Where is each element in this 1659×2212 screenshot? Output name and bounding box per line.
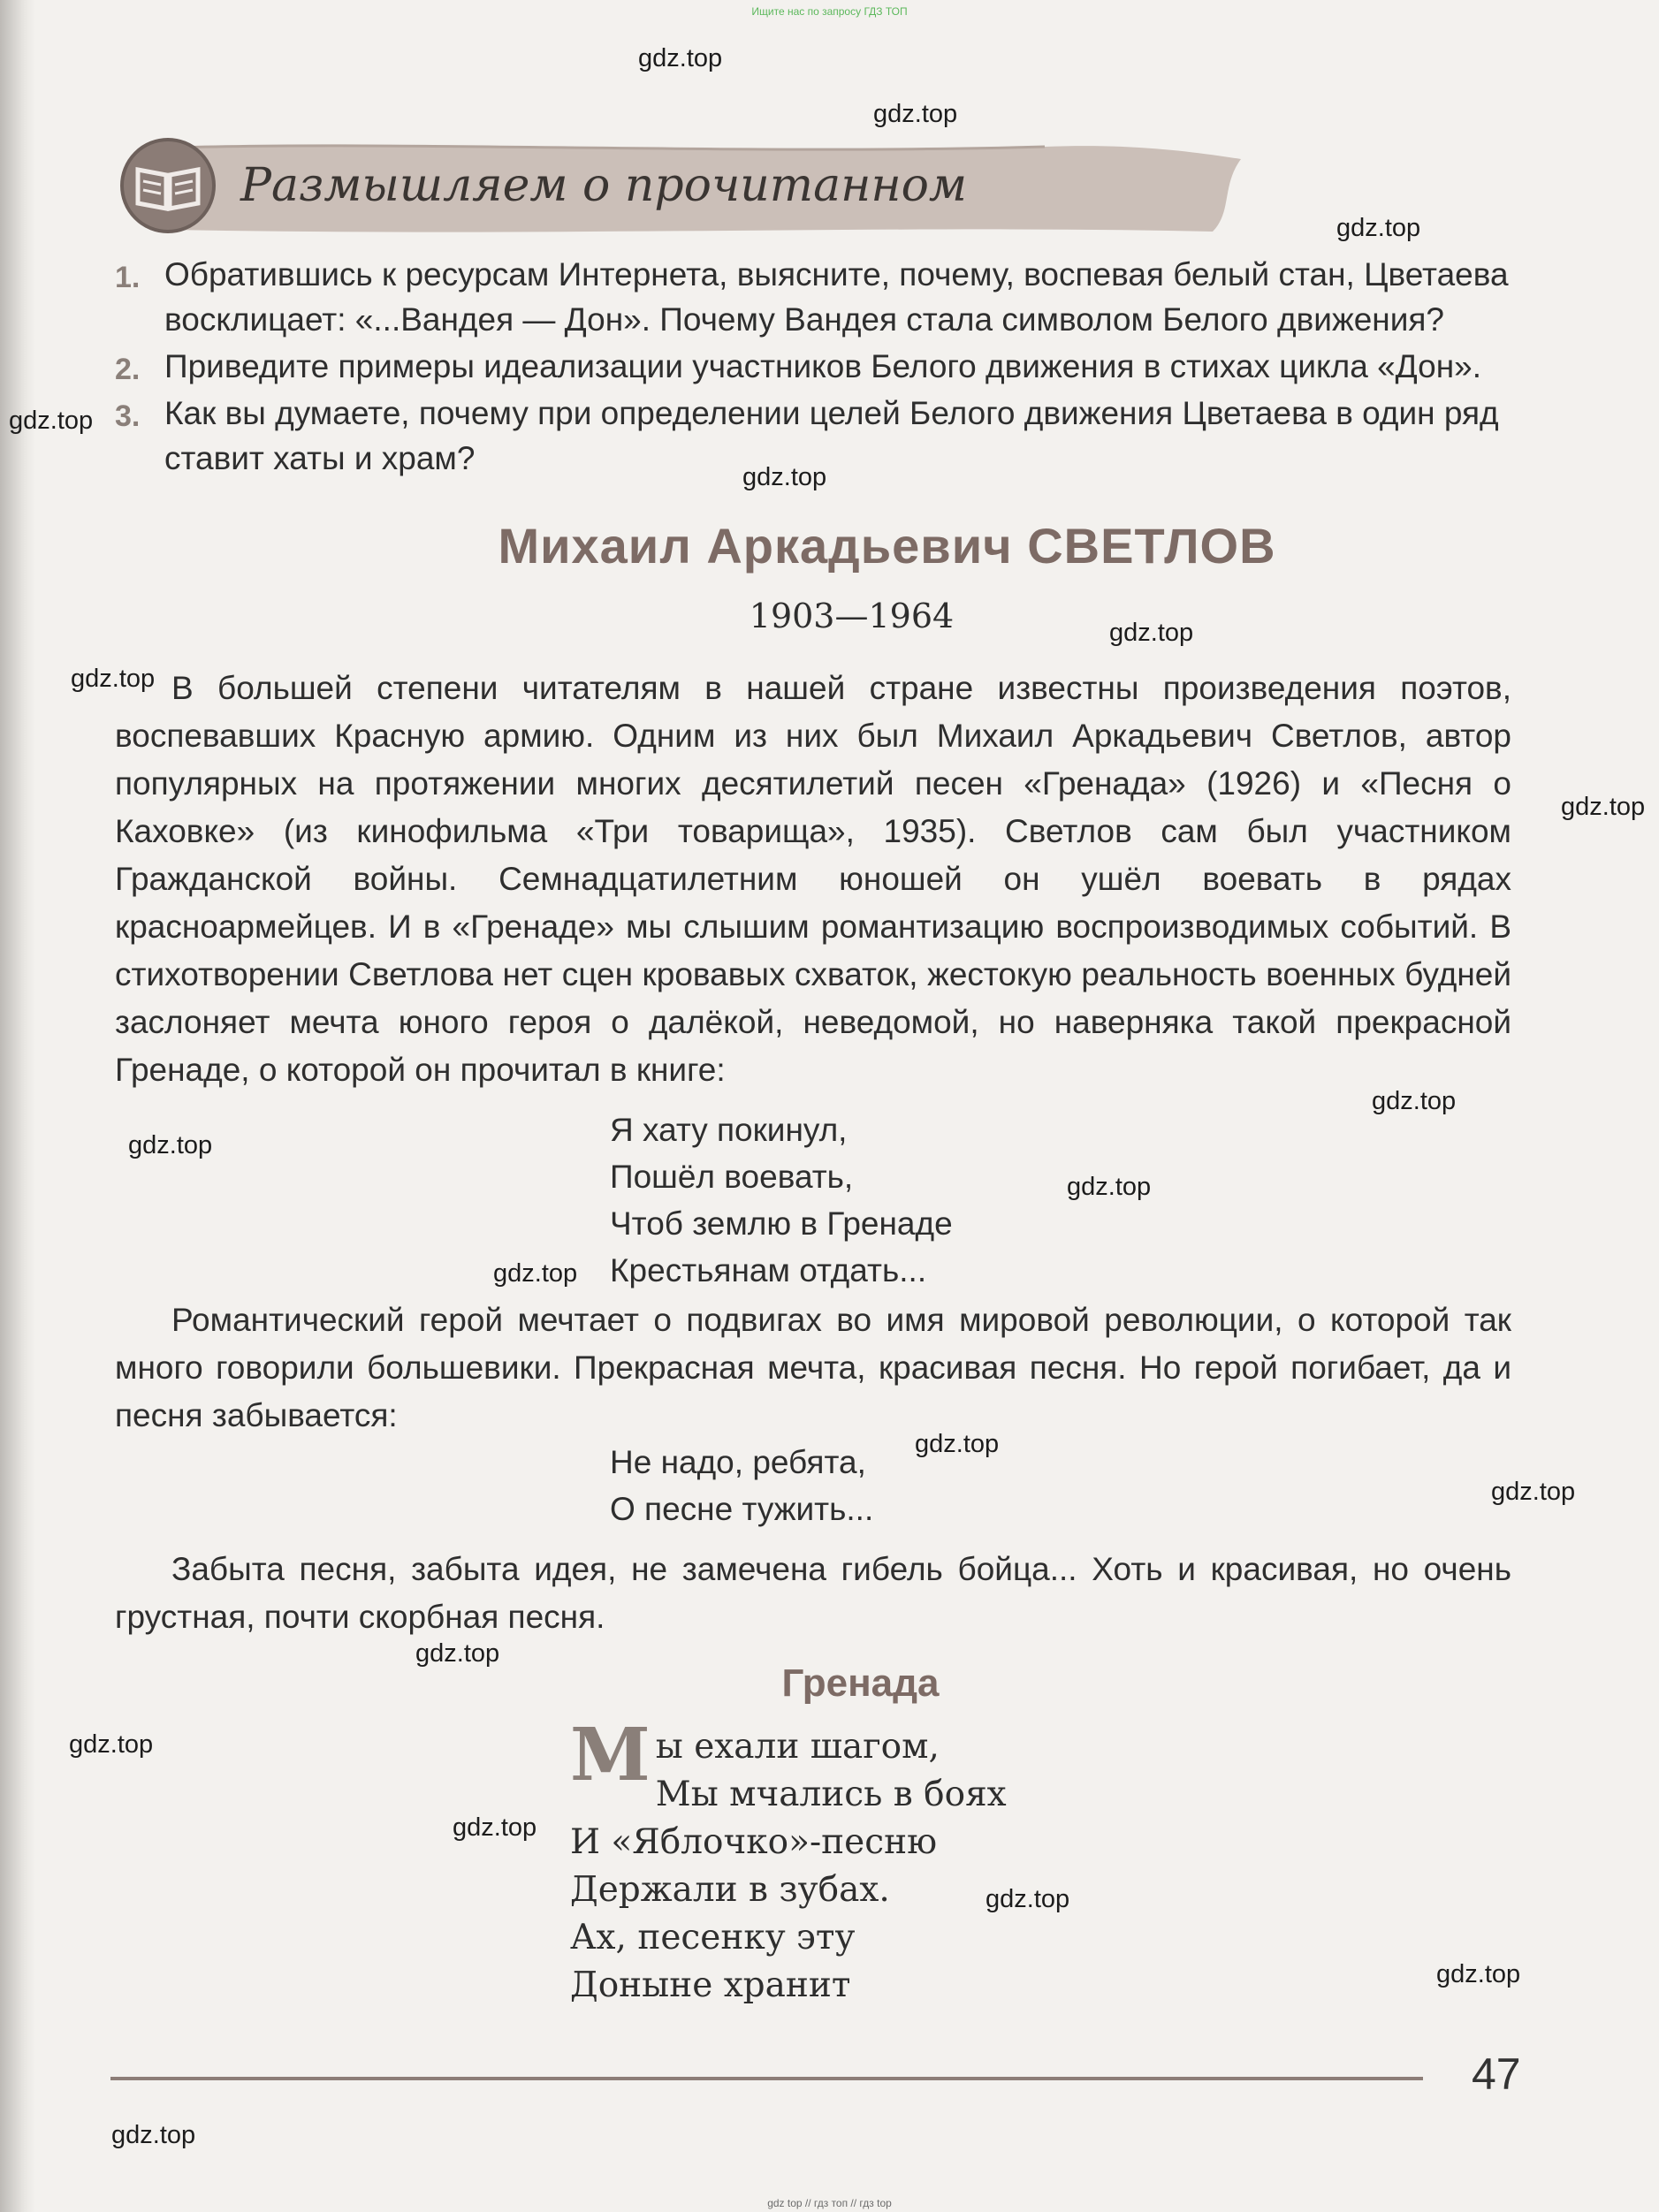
watermark: gdz.top [1109,619,1194,647]
watermark: gdz.top [1067,1173,1152,1201]
quote-line: Я хату покинул, [610,1112,848,1148]
watermark: gdz.top [986,1885,1070,1913]
quote-line: Крестьянам отдать... [610,1252,927,1288]
page-edge-shadow [0,0,35,2212]
question-number: 1. [115,261,141,294]
questions-list [115,252,1511,483]
watermark: gdz.top [128,1131,213,1159]
question-text: Обратившись к ресурсам Интернета, выясните, почему, воспевая белый стан, Цветаева восклицает: «...Вандея — Дон». Почему Вандея стала символом Белого движения? [164,256,1509,338]
question-item [115,344,1511,389]
poem-line: Доныне хранит [570,1965,851,2005]
watermark: gdz.top [1491,1478,1576,1506]
quote-line: Пошёл воевать, [610,1159,854,1195]
question-text: Как вы думаете, почему при определении целей Белого движения Цветаева в один ряд ставит хаты и храм? [164,395,1499,476]
top-note: Ищите нас по запросу ГДЗ ТОП [751,5,908,18]
poem-line: И «Яблочко»-песню [570,1822,938,1862]
paragraph-conclusion: Забыта песня, забыта идея, не замечена гибель бойца... Хоть и красивая, но очень грустная, почти скорбная песня. [115,1551,1511,1635]
paragraph-intro: В большей степени читателям в нашей стране известны произведения поэтов, воспевавших Красную армию. Одним из них был Михаил Аркадьевич Светлов, автор популярных на протяжении многих десятилетий песен «Гренада» (1926) и «Песня о Каховке» (из кинофильма «Три товарища», 1935). Светлов сам был участником Гражданской войны. Семнадцатилетним юношей он ушёл воевать в рядах красноармейцев. И в «Гренаде» мы слышим романтизацию воспроизводимых событий. В стихотворении Светлова нет сцен кровавых схваток, жестокую реальность военных будней заслоняет мечта юного героя о далёкой, неведомой, но наверняка такой прекрасной Гренаде, о которой он прочитал в книге: [115,670,1511,1088]
question-text: Приведите примеры идеализации участников Белого движения в стихах цикла «Дон». [164,348,1482,384]
question-number: 2. [115,353,141,386]
watermark: gdz.top [1372,1087,1457,1115]
section-heading: Размышляем о прочитанном [240,159,968,212]
watermark: gdz.top [415,1639,500,1668]
quote-line: Чтоб землю в Гренаде [610,1205,953,1242]
author-name: Михаил Аркадьевич СВЕТЛОВ [498,518,1276,574]
poem-line: Ах, песенку эту [570,1918,856,1957]
drop-cap: М [570,1713,651,1798]
watermark: gdz.top [1336,214,1421,242]
watermark: gdz.top [742,463,827,491]
watermark: gdz.top [71,665,156,693]
poem-line: Держали в зубах. [570,1870,890,1910]
question-number: 3. [115,399,141,433]
watermark: gdz.top [638,44,723,72]
watermark: gdz.top [69,1730,154,1759]
footer-rule [110,2077,1423,2080]
watermark: gdz.top [1561,793,1646,821]
watermark: gdz.top [111,2121,196,2149]
poem-line [570,1713,940,1798]
paragraph-hero: Романтический герой мечтает о подвигах во имя мировой революции, о которой так много говорили большевики. Прекрасная мечта, красивая песня. Но герой погибает, да и песня забывается: [115,1302,1511,1433]
poem-title: Гренада [781,1661,940,1705]
author-years: 1903—1964 [749,597,955,635]
page-number: 47 [1472,2049,1521,2099]
watermark: gdz.top [9,407,94,435]
book-icon [117,133,223,239]
bottom-note: gdz top // гдз топ // гдз top [767,2197,892,2209]
watermark: gdz.top [873,100,958,128]
watermark: gdz.top [453,1813,537,1842]
poem-line: Мы мчались в боях [655,1775,1007,1814]
quote-line: О песне тужить... [610,1491,874,1527]
question-item [115,252,1511,342]
watermark: gdz.top [493,1259,578,1288]
quote-line: Не надо, ребята, [610,1444,866,1480]
watermark: gdz.top [915,1430,1000,1458]
watermark: gdz.top [1436,1960,1521,1988]
poem [570,1713,1007,2010]
section-banner [117,133,1244,239]
poem-first-line: ы ехали шагом, [655,1727,940,1767]
